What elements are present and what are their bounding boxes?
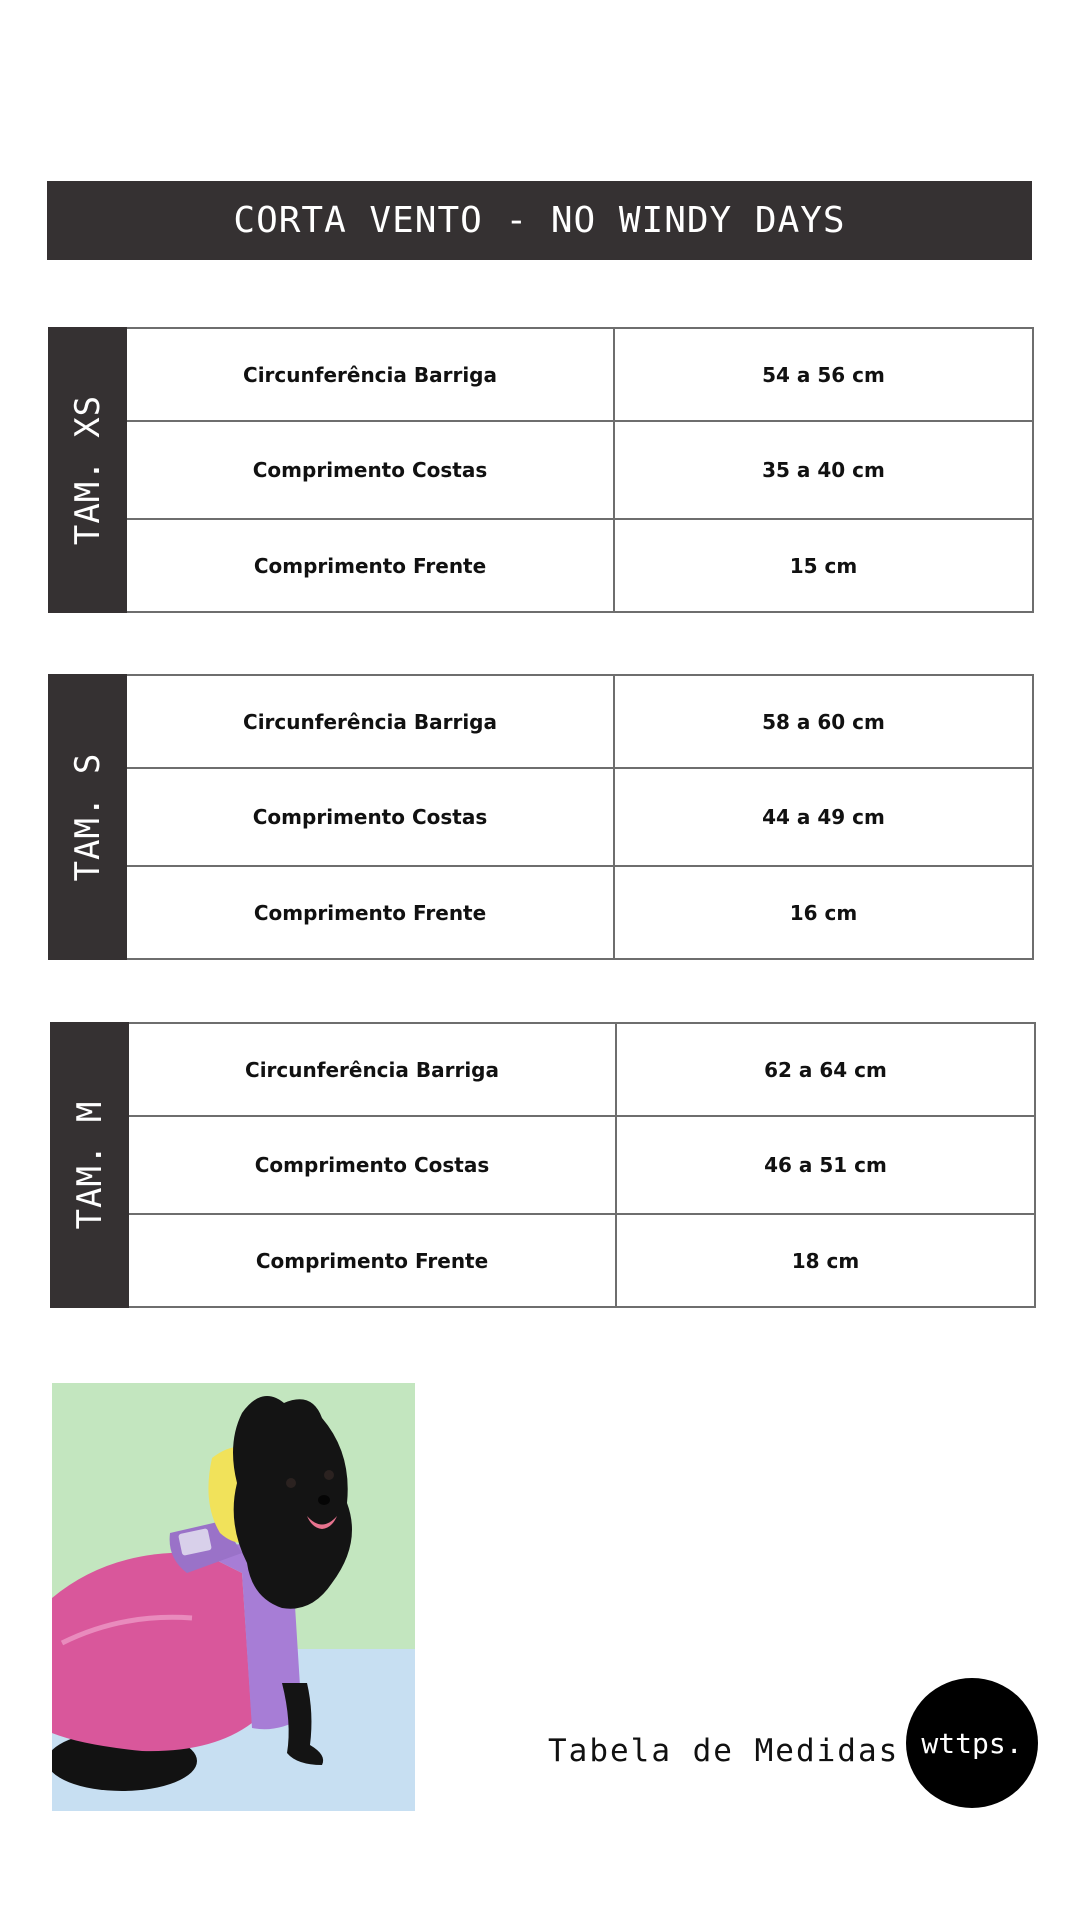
measure-label: Comprimento Frente (129, 1215, 617, 1306)
size-label-bar (48, 674, 127, 960)
measure-value: 46 a 51 cm (764, 1153, 887, 1177)
measure-value: 16 cm (789, 900, 858, 925)
table-row (129, 1117, 1034, 1215)
dog-eye (324, 1470, 334, 1480)
table-row (129, 1024, 1034, 1117)
measure-value: 44 a 49 cm (762, 805, 885, 829)
size-table-s (48, 674, 1034, 960)
table-row (127, 329, 1032, 422)
table-row (127, 676, 1032, 769)
measure-value: 58 a 60 cm (762, 709, 885, 734)
jacket-pink-panel (52, 1553, 252, 1752)
measure-value: 35 a 40 cm (762, 458, 885, 482)
size-label-bar (50, 1022, 129, 1308)
measure-label: Comprimento Frente (127, 520, 615, 611)
product-photo (52, 1383, 415, 1811)
table-row (127, 867, 1032, 958)
measure-rows (127, 327, 1034, 613)
dog-nose (318, 1495, 330, 1505)
caption-text: Tabela de Medidas (548, 1733, 900, 1769)
size-label-bar (48, 327, 127, 613)
table-row (127, 520, 1032, 611)
measure-value: 15 cm (789, 553, 858, 578)
table-row (127, 769, 1032, 867)
page-title: CORTA VENTO - NO WINDY DAYS (47, 181, 1032, 260)
brand-logo-text: wttps. (921, 1726, 1023, 1760)
size-label: TAM. M (69, 1100, 110, 1230)
dog-in-windbreaker-illustration (52, 1383, 415, 1811)
measure-label: Circunferência Barriga (127, 676, 615, 767)
measure-label: Circunferência Barriga (129, 1024, 617, 1115)
brand-logo (906, 1678, 1038, 1808)
size-table-m (50, 1022, 1036, 1308)
table-row (129, 1215, 1034, 1306)
measure-value: 62 a 64 cm (764, 1057, 887, 1082)
measure-rows (127, 674, 1034, 960)
size-table-xs (48, 327, 1034, 613)
measure-label: Comprimento Frente (127, 867, 615, 958)
dog-eye (286, 1478, 296, 1488)
size-label: TAM. S (67, 752, 108, 882)
measure-label: Comprimento Costas (129, 1117, 617, 1213)
table-row (127, 422, 1032, 520)
measure-value: 54 a 56 cm (762, 362, 885, 387)
measure-label: Comprimento Costas (127, 769, 615, 865)
measure-label: Comprimento Costas (127, 422, 615, 518)
measure-rows (129, 1022, 1036, 1308)
size-label: TAM. XS (67, 394, 108, 546)
measure-label: Circunferência Barriga (127, 329, 615, 420)
measure-value: 18 cm (791, 1248, 860, 1273)
